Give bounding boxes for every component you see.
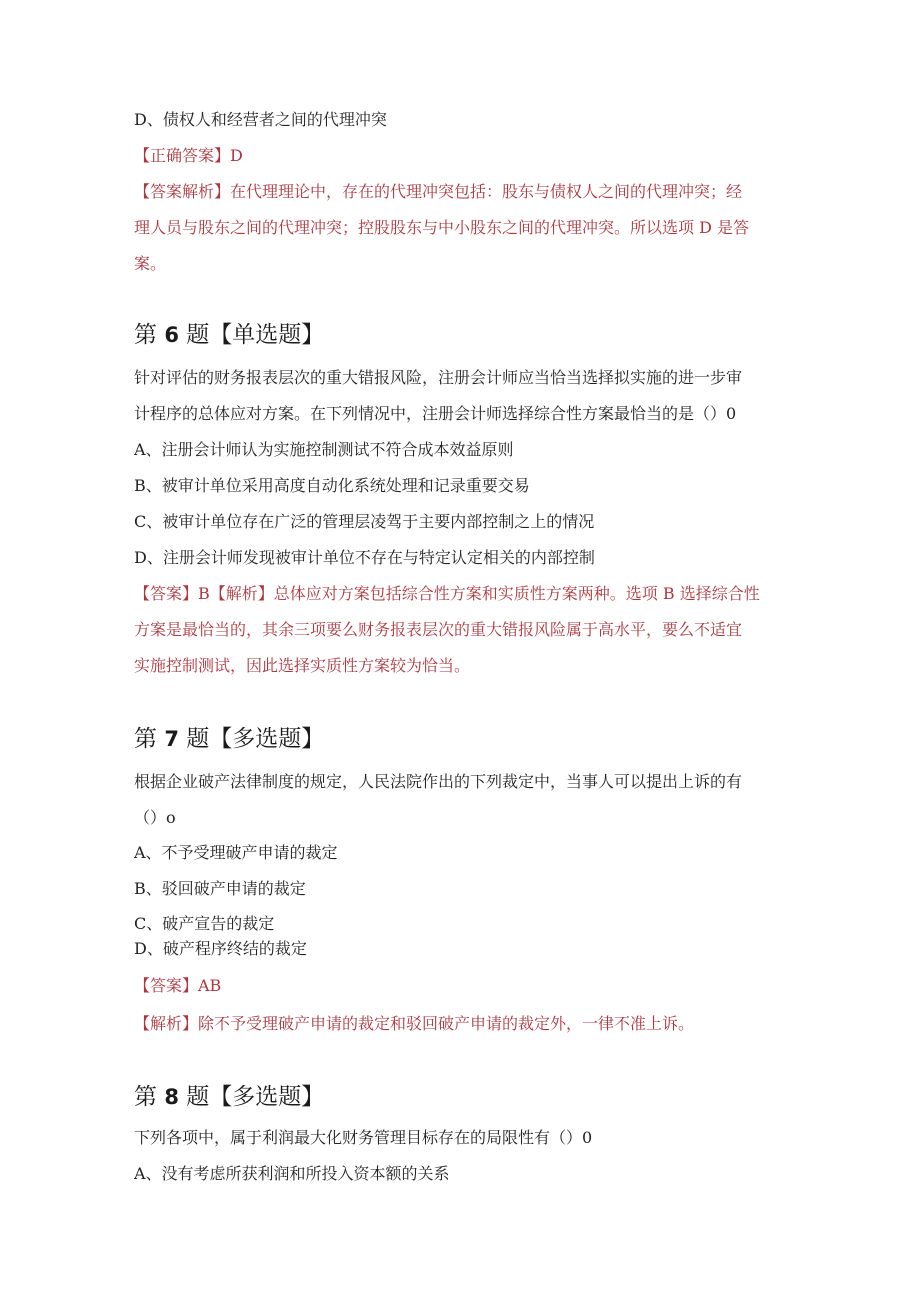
q7-option-b: B、驳回破产申请的裁定	[134, 879, 306, 898]
q6-answer-line-2: 方案是最恰当的，其余三项要么财务报表层次的重大错报风险属于高水平，要么不适宜	[134, 620, 743, 639]
q6-heading	[134, 320, 324, 350]
q8-heading-prefix: 第	[134, 1084, 165, 1110]
q6-option-a: A、注册会计师认为实施控制测试不符合成本效益原则	[134, 440, 514, 459]
q6-heading-number: 6	[164, 323, 179, 347]
q7-heading-number: 7	[164, 727, 179, 751]
q6-option-c: C、被审计单位存在广泛的管理层凌驾于主要内部控制之上的情况	[134, 512, 595, 531]
q8-stem-line-1: 下列各项中，属于利润最大化财务管理目标存在的局限性有（）0	[134, 1128, 593, 1147]
q5-analysis-line-1: 【答案解析】在代理理论中，存在的代理冲突包括：股东与债权人之间的代理冲突；经	[134, 182, 743, 201]
q7-heading	[134, 724, 324, 754]
q7-option-d: D、破产程序终结的裁定	[134, 939, 307, 958]
q6-heading-prefix: 第	[134, 322, 165, 348]
q8-heading	[134, 1082, 324, 1112]
q7-option-a: A、不予受理破产申请的裁定	[134, 843, 338, 862]
q8-option-a: A、没有考虑所获利润和所投入资本额的关系	[134, 1164, 450, 1183]
q6-heading-suffix: 题【单选题】	[178, 322, 325, 348]
q7-option-c: C、破产宣告的裁定	[134, 914, 275, 933]
q5-analysis-line-3: 案。	[134, 254, 167, 273]
q7-analysis: 【解析】除不予受理破产申请的裁定和驳回破产申请的裁定外，一律不准上诉。	[134, 1014, 695, 1033]
q6-stem-line-2: 计程序的总体应对方案。在下列情况中，注册会计师选择综合性方案最恰当的是（）0	[134, 404, 737, 423]
q5-correct-answer: 【正确答案】D	[134, 146, 243, 165]
q6-answer-line-3: 实施控制测试，因此选择实质性方案较为恰当。	[134, 656, 471, 675]
q8-heading-suffix: 题【多选题】	[178, 1084, 325, 1110]
q6-option-b: B、被审计单位采用高度自动化系统处理和记录重要交易	[134, 476, 530, 495]
q5-option-d: D、债权人和经营者之间的代理冲突	[134, 110, 387, 129]
q7-stem-line-2: （）o	[134, 808, 176, 827]
q7-heading-suffix: 题【多选题】	[178, 726, 325, 752]
q7-heading-prefix: 第	[134, 726, 165, 752]
q6-option-d: D、注册会计师发现被审计单位不存在与特定认定相关的内部控制	[134, 548, 595, 567]
q6-stem-line-1: 针对评估的财务报表层次的重大错报风险，注册会计师应当恰当选择拟实施的进一步审	[134, 368, 743, 387]
q5-analysis-line-2: 理人员与股东之间的代理冲突；控股股东与中小股东之间的代理冲突。所以选项 D 是答	[134, 218, 750, 237]
q6-answer-line-1: 【答案】B【解析】总体应对方案包括综合性方案和实质性方案两种。选项 B 选择综合性	[134, 584, 760, 603]
q7-answer: 【答案】AB	[134, 976, 222, 995]
q8-heading-number: 8	[164, 1085, 179, 1109]
q7-stem-line-1: 根据企业破产法律制度的规定，人民法院作出的下列裁定中，当事人可以提出上诉的有	[134, 772, 743, 791]
